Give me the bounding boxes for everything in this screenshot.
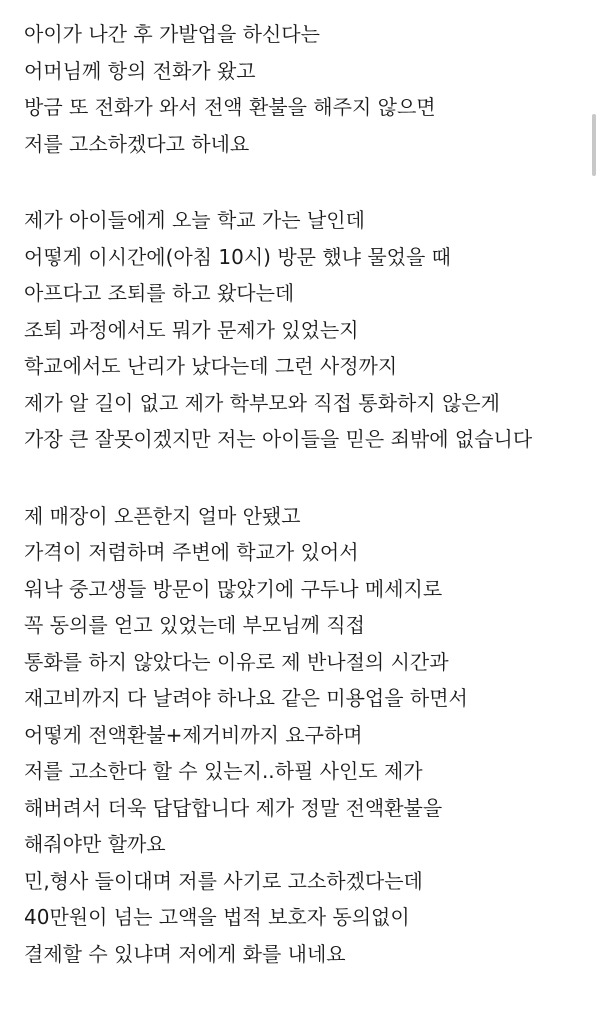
paragraph-3 <box>24 498 584 973</box>
text-line: 결제할 수 있냐며 저에게 화를 내네요 <box>24 941 346 966</box>
text-line: 꼭 동의를 얻고 있었는데 부모님께 직접 <box>24 613 365 637</box>
text-line: 아이가 나간 후 가발업을 하신다는 <box>24 22 320 46</box>
text-line: 아프다고 조퇴를 하고 왔다는데 <box>24 281 295 305</box>
text-line: 조퇴 과정에서도 뭐가 문제가 있었는지 <box>24 317 359 342</box>
paragraph-2 <box>24 202 584 458</box>
text-line: 민,형사 들이대며 저를 사기로 고소하겠다는데 <box>24 868 423 893</box>
text-line: 저를 고소한다 할 수 있는지..하필 사인도 제가 <box>24 759 423 783</box>
text-line: 제가 알 길이 없고 제가 학부모와 직접 통화하지 않은게 <box>24 390 500 415</box>
text-line: 제가 아이들에게 오늘 학교 가는 날인데 <box>24 208 365 232</box>
text-line: 해버려서 더욱 답답합니다 제가 정말 전액환불을 <box>24 795 443 820</box>
text-line: 제 매장이 오픈한지 얼마 안됐고 <box>24 503 301 528</box>
text-line: 어떻게 전액환불+제거비까지 요구하며 <box>24 722 363 747</box>
text-line: 가격이 저렴하며 주변에 학교가 있어서 <box>24 540 359 564</box>
text-line: 워낙 중고생들 방문이 많았기에 구두나 메세지로 <box>24 576 443 601</box>
text-line: 방금 또 전화가 와서 전액 환불을 해주지 않으면 <box>24 95 436 119</box>
text-line: 가장 큰 잘못이겠지만 저는 아이들을 믿은 죄밖에 없습니다 <box>24 427 533 451</box>
text-line: 어떻게 이시간에(아침 10시) 방문 했냐 물었을 때 <box>24 244 451 269</box>
post-body <box>24 16 584 1012</box>
text-line: 통화를 하지 않았다는 이유로 제 반나절의 시간과 <box>24 649 449 674</box>
text-line: 40만원이 넘는 고액을 법적 보호자 동의없이 <box>24 905 410 929</box>
text-line: 어머님께 항의 전화가 왔고 <box>24 58 256 83</box>
text-line: 저를 고소하겠다고 하네요 <box>24 131 250 156</box>
text-line: 재고비까지 다 날려야 하나요 같은 미용업을 하면서 <box>24 686 468 710</box>
text-line: 해줘야만 할까요 <box>24 832 166 856</box>
text-line: 학교에서도 난리가 났다는데 그런 사정까지 <box>24 354 398 378</box>
scrollbar-thumb[interactable] <box>592 114 596 176</box>
paragraph-1 <box>24 16 584 162</box>
